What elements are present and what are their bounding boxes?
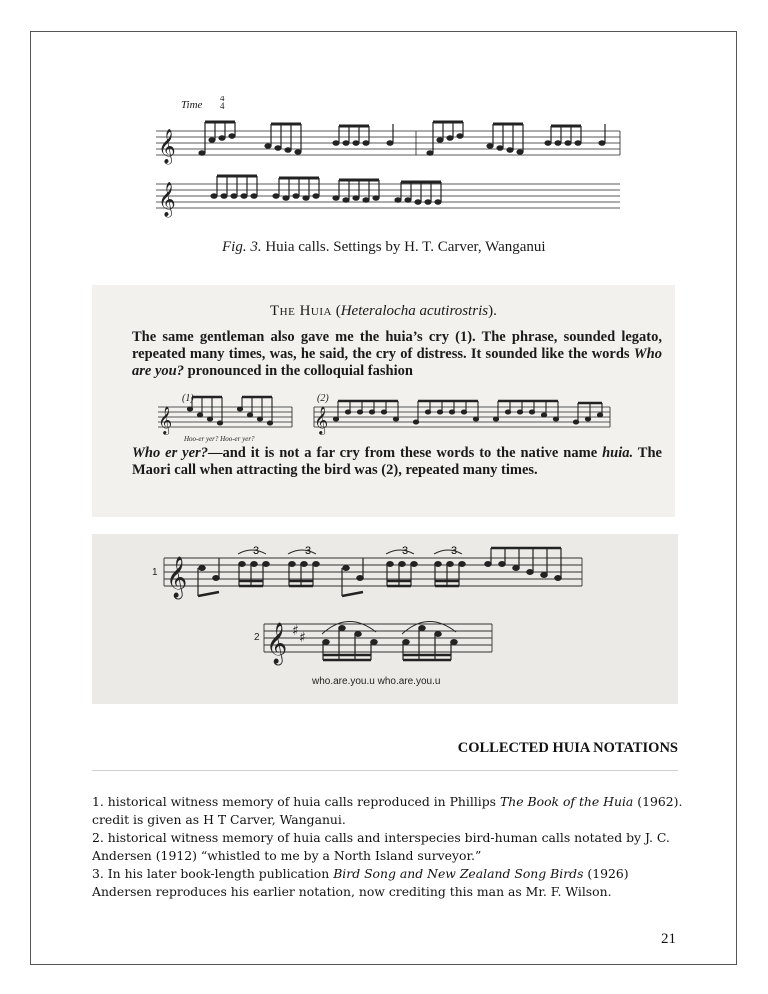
triplet-mark: 3 [305, 545, 312, 557]
notes [92, 793, 692, 901]
lyric-who-are-you: who.are.you.u who.are.you.u [312, 676, 441, 687]
figure-andersen-1912 [92, 285, 675, 517]
note-3: 3. In his later book-length publication Bird Song and New Zealand Song Birds (1926) Andersen reproduces his earlier notation, now crediting this man as Mr. F. Wilson. [92, 866, 629, 899]
svg-text:𝄞: 𝄞 [266, 623, 288, 664]
page-number: 21 [661, 931, 676, 947]
andersen-1912-staves [92, 285, 675, 517]
triplet-mark: 3 [402, 545, 409, 557]
staff-label-1: (1) [182, 393, 194, 404]
svg-text:𝄞: 𝄞 [158, 406, 173, 434]
huia-heading: The Huia (Heteralocha acutirostris). [270, 303, 497, 319]
huia-paragraph-2: Who er yer?—and it is not a far cry from these words to the native name huia. The Maori call when attracting the bird was (2), repeated many times. [132, 445, 662, 478]
note-2: 2. historical witness memory of huia calls and interspecies bird-human calls notated by J. C. Andersen (1912) “whistled to me by a North Island surveyor.” [92, 830, 670, 863]
system-number-2: 2 [254, 632, 260, 643]
figure-carver-notation [150, 96, 630, 266]
figure-andersen-1926 [92, 534, 678, 704]
huia-paragraph-1: The same gentleman also gave me the huia’s cry (1). The phrase, sounded legato, repeated many times, was, he said, the cry of distress. It sounded like the words Who are you? pronounced in the colloquial fashion [132, 329, 662, 379]
svg-text:𝄞: 𝄞 [158, 182, 176, 217]
time-signature: 4 4 [220, 96, 225, 111]
divider [92, 770, 678, 771]
triplet-mark: 3 [253, 545, 260, 557]
note-1: 1. historical witness memory of huia calls reproduced in Phillips The Book of the Huia (1962). credit is given as H T Carver, Wanganui. [92, 794, 683, 827]
carver-staves [150, 96, 630, 236]
svg-text:𝄞: 𝄞 [166, 557, 188, 598]
triplet-mark: 3 [451, 545, 458, 557]
section-heading: COLLECTED HUIA NOTATIONS [457, 740, 678, 756]
staff-label-2: (2) [317, 393, 329, 404]
svg-text:𝄞: 𝄞 [314, 406, 329, 434]
svg-text:♯: ♯ [299, 630, 306, 646]
system-number-1: 1 [152, 567, 158, 578]
time-label: Time [181, 99, 203, 111]
svg-text:𝄞: 𝄞 [158, 129, 176, 164]
figure1-caption: Fig. 3. Huia calls. Settings by H. T. Carver, Wanganui [222, 239, 546, 255]
lyric-hoo-er-yer: Hoo-er yer? Hoo-er yer? [184, 435, 255, 443]
svg-text:♯: ♯ [292, 623, 299, 639]
